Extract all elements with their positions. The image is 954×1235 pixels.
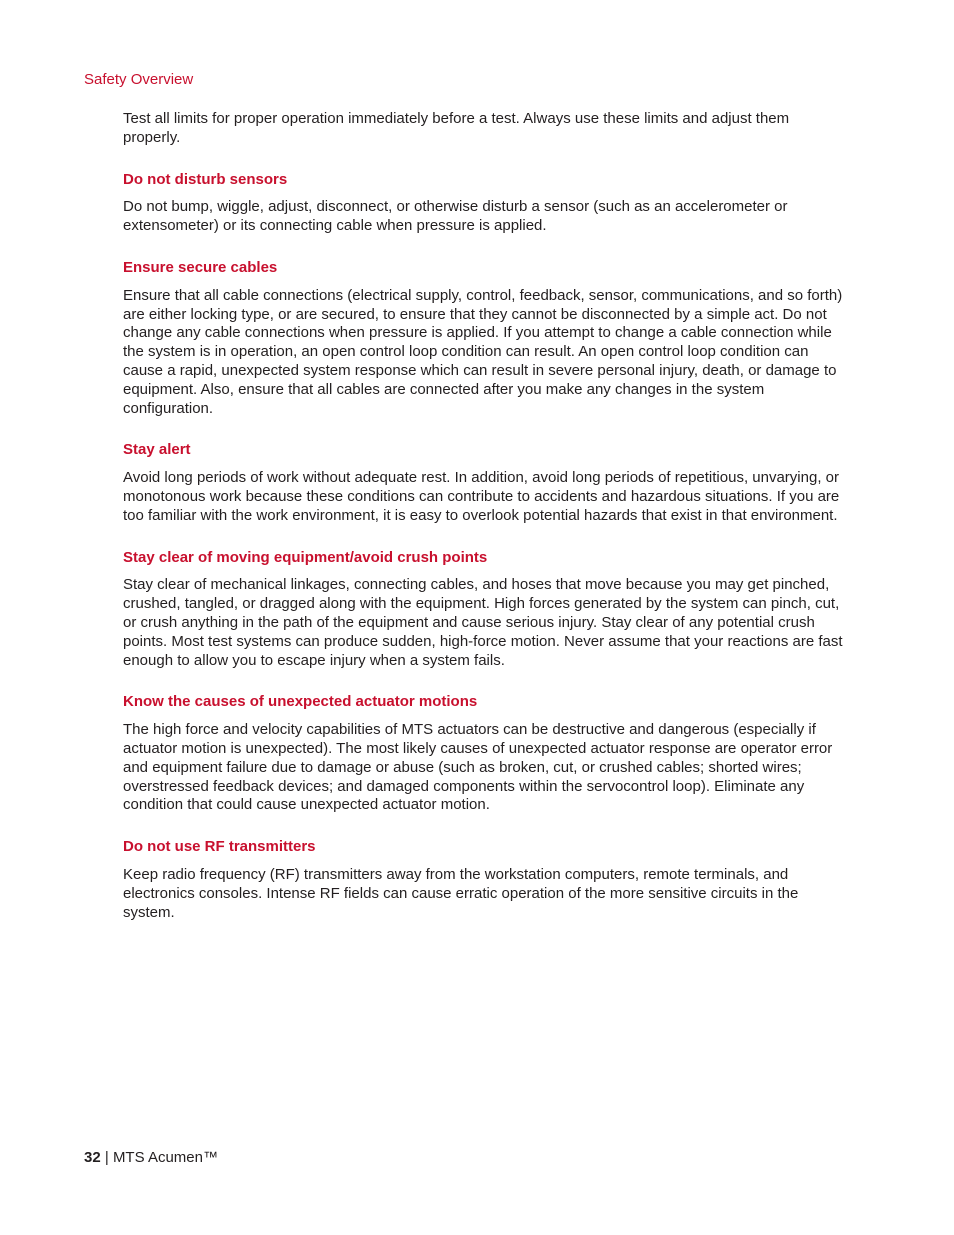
section-body: Do not bump, wiggle, adjust, disconnect, or otherwise disturb a sensor (such as an accelerometer or extensometer) or its connecting cable when pressure is applied. [123, 198, 788, 235]
section-alert [123, 441, 845, 525]
section-heading: Know the causes of unexpected actuator motions [123, 693, 478, 711]
section-rf-transmitters [123, 838, 845, 922]
section-heading: Do not disturb sensors [123, 170, 288, 188]
section-sensors [123, 171, 845, 236]
page-number: 32 [84, 1149, 101, 1166]
intro-paragraph: Test all limits for proper operation immediately before a test. Always use these limits and adjust them properly. [123, 110, 790, 146]
section-cables [123, 259, 845, 418]
page-content [123, 110, 845, 945]
section-body: Keep radio frequency (RF) transmitters away from the workstation computers, remote terminals, and electronics consoles. Intense RF fields can cause erratic operation of the more sensitive circuits in the system. [123, 865, 799, 921]
section-heading: Stay clear of moving equipment/avoid crush points [123, 548, 488, 566]
section-crush-points [123, 549, 845, 671]
running-header: Safety Overview [84, 71, 194, 88]
page-footer [84, 1148, 218, 1168]
section-body: Avoid long periods of work without adequate rest. In addition, avoid long periods of repetitious, unvarying, or monotonous work because these conditions can contribute to accidents and hazardous situations. If you are too familiar with the work environment, it is easy to overlook potential hazards that exist in that environment. [123, 469, 840, 524]
section-actuator-motions [123, 693, 845, 815]
section-heading: Stay alert [123, 441, 191, 459]
section-body: The high force and velocity capabilities of MTS actuators can be destructive and dangerous (especially if actuator motion is unexpected). The most likely causes of unexpected actuator response are operator error and equipment failure due to damage or abuse (such as broken, cut, or crushed cables; shorted wires; overstressed feedback devices; and damaged components within the servocontrol loop). Eliminate any condition that could cause unexpected actuator motion. [123, 721, 833, 814]
section-heading: Do not use RF transmitters [123, 838, 316, 856]
product-name: MTS Acumen™ [112, 1149, 218, 1166]
section-body: Ensure that all cable connections (electrical supply, control, feedback, sensor, communications, and so forth) are either locking type, or are secured, to ensure that they cannot be disconnected by a simple act. Do not change any cable connections when pressure is applied. If you attempt to change a cable connection while the system is in operation, an open control loop condition can result. An open control loop condition can cause a rapid, unexpected system response which can result in severe personal injury, death, or damage to equipment. Also, ensure that all cables are connected after you make any changes in the system configuration. [123, 286, 843, 417]
footer-separator: | [104, 1149, 109, 1166]
section-heading: Ensure secure cables [123, 258, 278, 276]
section-body: Stay clear of mechanical linkages, connecting cables, and hoses that move because you may get pinched, crushed, tangled, or dragged along with the equipment. High forces generated by the system can pinch, cut, or crush anything in the path of the equipment and cause serious injury. Stay clear of any potential crush points. Most test systems can produce sudden, high-force motion. Never assume that your reactions are fast enough to allow you to escape injury when a system fails. [123, 576, 843, 669]
